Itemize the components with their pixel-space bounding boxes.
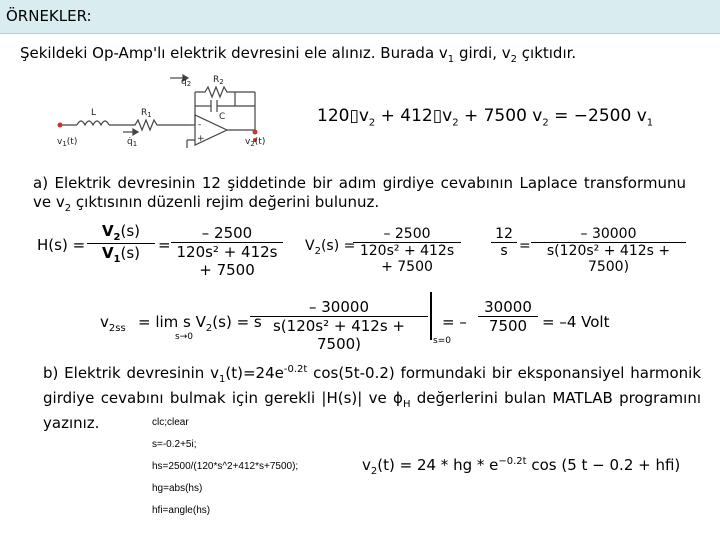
v2-terminal bbox=[253, 130, 258, 135]
intro-part-3: çıktıdır. bbox=[517, 44, 577, 62]
svg-text:C: C bbox=[219, 112, 226, 122]
output-equation: $v_2(t) = 24$ * hg * $e^{-0.2t}$ cos (5 t − 0.2 + hfi) bbox=[362, 456, 681, 477]
part-a-line-1: a) Elektrik devresinin 12 şiddetinde bir adım girdiye cevabının Laplace transformunu bbox=[33, 174, 686, 192]
intro-part-2: girdi, v bbox=[454, 44, 511, 62]
slide-title: ÖRNEKLER: bbox=[6, 7, 92, 25]
matlab-code-line-3: hs=2500/(120*s^2+412*s+7500); bbox=[152, 461, 299, 472]
matlab-code-line-2: s=-0.2+5i; bbox=[152, 439, 197, 450]
part-b-line-3: yazınız. bbox=[43, 414, 100, 432]
intro-part-1: Şekildeki Op-Amp'lı elektrik devresini ele alınız. Burada v bbox=[20, 44, 448, 62]
svg-text:q̇2: $q̇_2$ bbox=[181, 77, 192, 88]
l-inductor bbox=[77, 121, 109, 125]
svg-text:R1: $R_1$ bbox=[141, 108, 152, 119]
matlab-code-line-5: hfi=angle(hs) bbox=[152, 505, 211, 516]
matlab-code-line-1: clc;clear bbox=[152, 417, 189, 428]
svg-text:+: + bbox=[197, 134, 205, 144]
svg-text:-: - bbox=[198, 120, 202, 130]
transfer-function-equation: H(s) = $\frac{V_2(s)}{V_1(s)}$ = $\frac{- 2500}{\text{120s² + 412s + 7500}}$ bbox=[37, 222, 287, 272]
intro-sub-2: 2 bbox=[510, 54, 518, 65]
steady-state-equation: $v_{2ss}$ = lim s $V_2(s) = s$ s→0 $\frac{- 30000}{\text{s(120s² + 412s + 7500)}}$ s=0 = – $\frac{30000}{7500}$ = –4 Volt bbox=[100, 296, 620, 350]
svg-text:v2(t): $v_2(t)$ bbox=[245, 137, 266, 148]
r1-resistor bbox=[109, 120, 190, 130]
part-a-line-2: ve $v_2$ çıktısının düzenli rejim değerini bulunuz. bbox=[33, 193, 380, 214]
part-b-line-1: b) Elektrik devresinin $v_1(t)=24e^{-0.2t}$ cos(5t-0.2) formundaki bir eksponansiyel harmonik bbox=[43, 364, 702, 385]
op-amp-circuit-diagram bbox=[55, 70, 280, 160]
svg-text:v1(t): $v_1(t)$ bbox=[57, 137, 78, 148]
svg-text:q̇1: $q̇_1$ bbox=[127, 137, 138, 148]
r2-resistor bbox=[195, 87, 235, 97]
part-a-text bbox=[33, 174, 686, 218]
part-b-text bbox=[43, 360, 701, 433]
v1-terminal bbox=[58, 123, 63, 128]
evaluation-bar bbox=[430, 292, 432, 340]
intro-sub-1: 1 bbox=[447, 54, 455, 65]
matlab-code-line-4: hg=abs(hs) bbox=[152, 483, 203, 494]
part-b-line-2: girdiye cevabını bulmak için gerekli |H(s)| ve $\phi_H$ değerlerini bulan MATLAB programını bbox=[43, 389, 701, 410]
slide-header bbox=[0, 0, 720, 34]
intro-text bbox=[20, 44, 576, 69]
v2-laplace-equation: $V_2(s)$ = $\frac{- 2500}{\text{120s² + 412s + 7500}}$ $\frac{12}{s}$ = $\frac{- 30000}{\text{s(120s² + 412s + 7500)}}$ bbox=[305, 226, 695, 272]
svg-text:R2: $R_2$ bbox=[213, 75, 224, 86]
differential-equation: $120▯v_2$ + $412▯v_2 + 7500$ $v_2 = -2500$ $v_1$ bbox=[317, 106, 654, 129]
svg-text:L: L bbox=[91, 108, 97, 118]
